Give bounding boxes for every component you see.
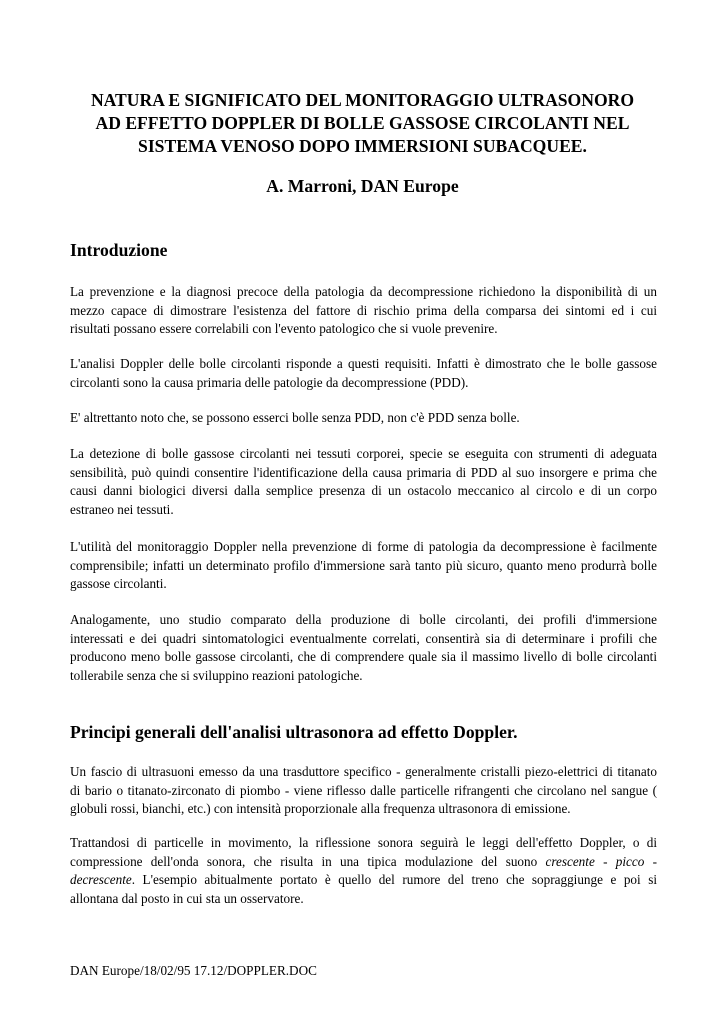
text-line: Trattandosi di particelle in movimento, la riflessione sonora seguirà le leggi dell'effetto Doppler, o di (70, 835, 657, 850)
text-line: producono meno bolle gassose circolanti, che di comprendere quale sia il massimo livello di bolle circolanti (70, 649, 657, 664)
section-heading-introduzione: Introduzione (70, 240, 168, 260)
text-line: Un fascio di ultrasuoni emesso da una trasduttore specifico - generalmente cristalli piezo-elettrici di titanato (70, 764, 657, 779)
paragraph (70, 763, 657, 819)
text-line: circolanti sono la causa primaria delle patologie da decompressione (PDD). (70, 374, 469, 390)
text-line: allontana dal posto in cui sta un osservatore. (70, 890, 304, 906)
text-line: comprensibile; infatti un determinato profilo d'immersione sarà tanto più sicuro, quanto meno produrrà bolle (70, 557, 657, 573)
document-author: A. Marroni, DAN Europe (266, 176, 459, 196)
text-line: causi danni biologici diversi dalla semplice presenza di un ostacolo meccanico al circolo e di un corpo (70, 483, 657, 498)
text-line: L'utilità del monitoraggio Doppler nella prevenzione di forme di patologia da decompressione è facilmente (70, 539, 657, 554)
text-line: globuli rossi, bianchi, etc.) con intensità proporzionale alla frequenza ultrasonora di emissione. (70, 801, 571, 816)
text-line: interessati e dei quadri sintomatologici eventualmente correlati, consentirà sia di determinare i profili che (70, 630, 657, 646)
paragraph (70, 409, 657, 428)
title-line: NATURA E SIGNIFICATO DEL MONITORAGGIO ULTRASONORO (90, 90, 635, 110)
paragraph (70, 355, 657, 392)
section-heading-principi: Principi generali dell'analisi ultrasonora ad effetto Doppler. (70, 722, 518, 742)
text-line: La prevenzione e la diagnosi precoce della patologia da decompressione richiedono la disponibilità di un (70, 284, 657, 299)
text-line: di bario o titanato-zirconato di piombo - viene riflesso dalle particelle rifrangenti che circolano nel sangue ( (70, 782, 657, 798)
title-line: AD EFFETTO DOPPLER DI BOLLE GASSOSE CIRCOLANTI NEL (95, 113, 630, 133)
paragraph (70, 538, 657, 594)
text-line: L'analisi Doppler delle bolle circolanti risponde a questi requisiti. Infatti è dimostrato che le bolle gassose (70, 356, 657, 371)
text-line: gassose circolanti. (70, 576, 167, 591)
paragraph (70, 283, 657, 339)
page-footer: DAN Europe/18/02/95 17.12/DOPPLER.DOC (70, 963, 317, 978)
text-line (70, 853, 657, 872)
text-line: sensibilità, può quindi consentire l'identificazione della causa primaria di PDD al suo insorgere e prima che (70, 464, 657, 480)
paragraph (70, 445, 657, 519)
italic-text: crescente - picco - (545, 853, 657, 869)
text-line: Analogamente, uno studio comparato della produzione di bolle circolanti, dei profili d'immersione (70, 612, 657, 627)
text-line (70, 871, 657, 890)
text-segment: . L'esempio abitualmente portato è quello del rumore del treno che sopraggiunge e poi si (131, 872, 657, 887)
text-line: mezzo capace di dimostrare l'esistenza del fattore di rischio prima della comparsa dei sintomi ed i cui (70, 302, 657, 318)
text-line: E' altrettanto noto che, se possono esserci bolle senza PDD, non c'è PDD senza bolle. (70, 410, 520, 425)
text-line: tollerabile senza che si sviluppino reazioni patologiche. (70, 667, 363, 683)
text-line: estraneo nei tessuti. (70, 501, 174, 517)
italic-text: decrescente (70, 872, 132, 887)
text-segment: compressione dell'onda sonora, che risulta in una tipica modulazione del suono (70, 853, 546, 869)
document-title (60, 89, 665, 158)
paragraph (70, 834, 657, 908)
text-line: La detezione di bolle gassose circolanti nei tessuti corporei, specie se eseguita con strumenti di adeguata (70, 446, 657, 461)
text-line: risultati possano essere correlabili con l'evento patologico che si vuole prevenire. (70, 321, 498, 336)
paragraph (70, 611, 657, 685)
title-line: SISTEMA VENOSO DOPO IMMERSIONI SUBACQUEE. (138, 136, 587, 156)
